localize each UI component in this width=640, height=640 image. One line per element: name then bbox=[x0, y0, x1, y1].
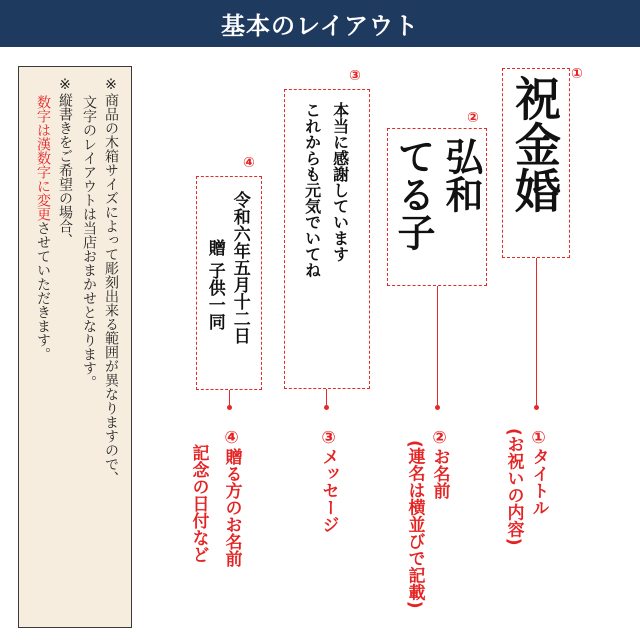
note-line-2: 文字のレイアウトは当店おまかせとなります。 bbox=[81, 95, 97, 389]
label-giver: ④贈る方のお名前 bbox=[221, 428, 242, 567]
note-line-1: ※商品の木箱サイズによって彫刻出来る範囲が異なりますので、 bbox=[103, 77, 119, 485]
connector-2 bbox=[437, 286, 438, 408]
name-example-line-1: 弘和 bbox=[439, 137, 484, 213]
message-example-line-2: これからも元気でいてね bbox=[302, 102, 322, 278]
note-highlight: 数字は漢数字に変更 bbox=[35, 95, 51, 221]
notes-panel bbox=[18, 66, 132, 628]
page-title: 基本のレイアウト bbox=[220, 12, 420, 40]
marker-3: ③ bbox=[349, 68, 361, 84]
note-line-3: ※縦書きをご希望の場合、 bbox=[57, 77, 73, 247]
message-example-box bbox=[284, 89, 370, 389]
giver-example-name: 贈 子供一同 bbox=[204, 239, 225, 330]
marker-1: ① bbox=[571, 66, 583, 82]
title-example-box bbox=[502, 68, 570, 258]
label-message: ③メッセージ bbox=[318, 428, 339, 533]
connector-4-dot bbox=[227, 405, 232, 410]
label-title-sub: (お祝いの内容) bbox=[503, 428, 524, 546]
connector-3-dot bbox=[324, 405, 329, 410]
label-name: ②お名前 bbox=[429, 428, 450, 499]
connector-1 bbox=[536, 258, 537, 408]
title-example-text: 祝金婚 bbox=[508, 75, 562, 213]
label-title: ①タイトル bbox=[528, 428, 549, 516]
connector-1-dot bbox=[534, 405, 539, 410]
giver-example-date: 令和六年五月十二日 bbox=[229, 191, 250, 344]
header-banner bbox=[0, 0, 640, 47]
label-giver-sub: 記念の日付など bbox=[188, 444, 209, 563]
note-line-4-rest: させていただきます。 bbox=[35, 221, 51, 361]
note-line-4 bbox=[35, 95, 51, 361]
connector-2-dot bbox=[435, 405, 440, 410]
marker-4: ④ bbox=[243, 155, 255, 171]
message-example-line-1: 本当に感謝しています bbox=[330, 102, 350, 262]
name-example-box bbox=[387, 128, 487, 286]
giver-example-box bbox=[196, 176, 262, 390]
name-example-line-2: てる子 bbox=[391, 137, 436, 251]
marker-2: ② bbox=[467, 110, 479, 126]
label-name-sub: (連名は横並びで記載) bbox=[404, 440, 425, 609]
